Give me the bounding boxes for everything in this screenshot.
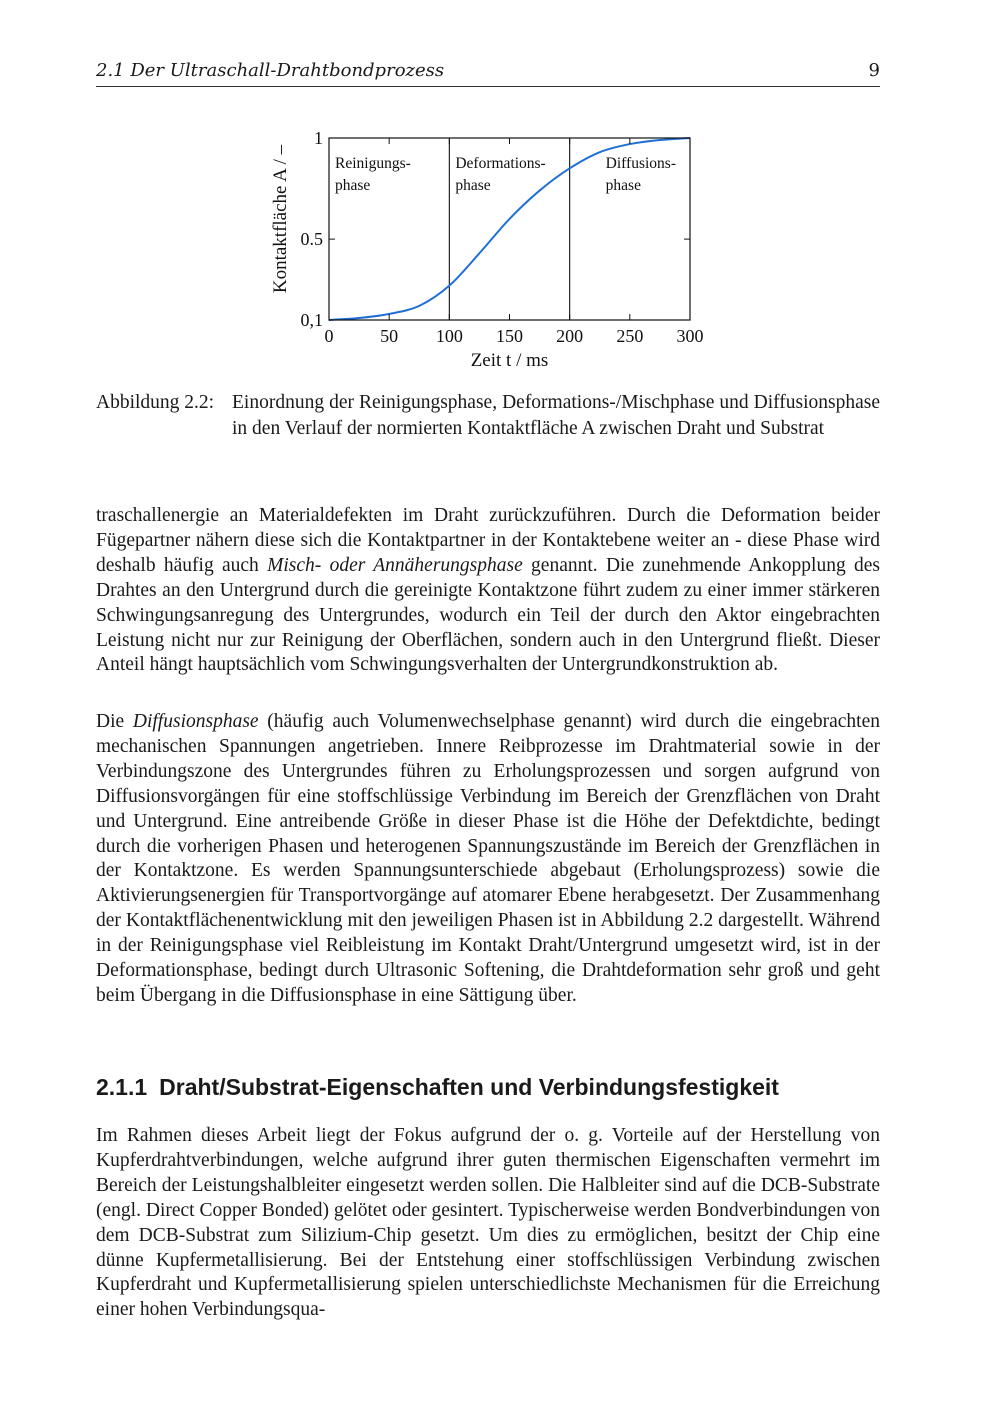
phase-label-3-line2: phase <box>605 177 641 194</box>
x-tick-label-250: 250 <box>616 326 644 346</box>
x-tick-label-150: 150 <box>496 326 523 346</box>
figure-contact-area-chart <box>268 122 708 380</box>
paragraph2-text-a: Die <box>96 711 133 732</box>
paragraph1-emphasis: Misch- oder Annäherungsphase <box>267 554 523 576</box>
body-paragraph-1 <box>96 504 880 678</box>
paragraph2-emphasis: Diffusionsphase <box>132 711 259 732</box>
phase-label-3-line1: Diffusions- <box>605 155 676 172</box>
phase-label-1-line1: Reinigungs- <box>335 155 411 172</box>
phase-label-2-line2: phase <box>455 177 491 194</box>
caption-label: Abbildung 2.2: <box>96 392 215 413</box>
section-title: Draht/Substrat-Eigenschaften und Verbindungsfestigkeit <box>159 1074 779 1100</box>
y-axis-label: Kontaktfläche A / – <box>270 144 291 294</box>
phase-label-2-line1: Deformations- <box>455 155 546 172</box>
body-paragraph-3: Im Rahmen dieses Arbeit liegt der Fokus aufgrund der o. g. Vorteile auf der Herstellung von Kupferdrahtverbindungen, welche aufgrund ihrer guten thermischen Eigenschaften vermehrt im Bereich der Leistungshalbleiter eingesetzt werden sollen. Die Halbleiter sind auf die DCB-Substrate (engl. Direct Copper Bonded) gelötet oder gesintert. Typischerweise werden Bondverbindungen von dem DCB-Substrat zum Silizium-Chip gesetzt. Um dies zu ermöglichen, besitzt der Chip eine dünne Kupfermetallisierung. Bei der Entstehung einer stoffschlüssigen Verbindung zwischen Kupferdraht und Kupfermetallisierung spielen unterschiedlichste Mechanismen für die Erreichung einer hohen Verbindungsqua- <box>96 1125 880 1321</box>
paragraph1-text-b: genannt. Die zunehmende Ankopplung des Drahtes an den Untergrund durch die gereinigte Kontaktzone führt zudem zu einer immer stärkeren Schwingungsanregung des Untergrundes, wodurch ein Teil der durch den Aktor eingebrachten Leistung nicht nur zur Reinigung der Oberflächen, sondern auch in den Untergrund fließt. Dieser Anteil hängt hauptsächlich vom Schwingungsverhalten der Untergrundkonstruktion ab. <box>96 554 880 676</box>
x-tick-label-50: 50 <box>380 326 399 346</box>
x-tick-label-200: 200 <box>556 326 584 346</box>
y-tick-label-0,1: 0,1 <box>300 310 323 330</box>
paragraph2-text-b: (häufig auch Volumenwechselphase genannt) wird durch die eingebrachten mechanischen Spannungen angetrieben. Innere Reibprozesse im Drahtmaterial sowie in der Verbindungszone des Untergrundes führen zu Erholungsprozessen und sorgen aufgrund von Diffusionsvorgängen für eine stoffschlüssige Verbindung im Bereich der Grenzflächen von Draht und Untergrund. Eine antreibende Größe in dieser Phase ist die Höhe der Defektdichte, bedingt durch die vorherigen Phasen und heterogenen Spannungszustände im Bereich der Grenzflächen in der Kontaktzone. Es werden Spannungsunterschiede abgebaut (Erholungsprozess) sowie die Aktivierungsenergien für Transportvorgänge auf atomarer Ebene herabgesetzt. Der Zusammenhang der Kontaktflächenentwicklung mit den jeweiligen Phasen ist in Abbildung 2.2 dargestellt. Während in der Reinigungsphase viel Reibleistung im Kontakt Draht/Untergrund umgesetzt wird, ist in der Deformationsphase, bedingt durch Ultrasonic Softening, die Drahtdeformation sehr groß und geht beim Übergang in die Diffusionsphase in eine Sättigung über. <box>96 711 880 1006</box>
chart-svg <box>268 122 708 380</box>
x-tick-label-0: 0 <box>324 326 334 346</box>
y-tick-label-1: 1 <box>314 128 323 148</box>
x-tick-label-300: 300 <box>676 326 704 346</box>
header-section-title: 2.1 Der Ultraschall-Drahtbondprozess <box>96 60 445 81</box>
body-paragraph-2 <box>96 710 880 1009</box>
section-number: 2.1.1 <box>96 1074 148 1100</box>
caption-text: Einordnung der Reinigungsphase, Deformations-/Mischphase und Diffusionsphase in den Verlauf der normierten Kontaktfläche A zwischen Draht und Substrat <box>232 392 880 439</box>
y-tick-label-0.5: 0.5 <box>300 229 323 250</box>
paragraph1-text-a: traschallenergie an Materialdefekten im Draht zurückzuführen. Durch die Deformation beider Fügepartner nähern diese sich die Kontaktpartner in der Kontaktebene weiter an - diese Phase wird deshalb häufig auch <box>96 505 880 576</box>
running-header <box>96 58 880 87</box>
x-tick-label-100: 100 <box>435 326 463 346</box>
section-heading <box>96 1074 779 1101</box>
page-number: 9 <box>868 60 880 81</box>
phase-label-1-line2: phase <box>335 177 371 194</box>
x-axis-label: Zeit t / ms <box>470 350 549 371</box>
figure-caption <box>96 390 880 441</box>
